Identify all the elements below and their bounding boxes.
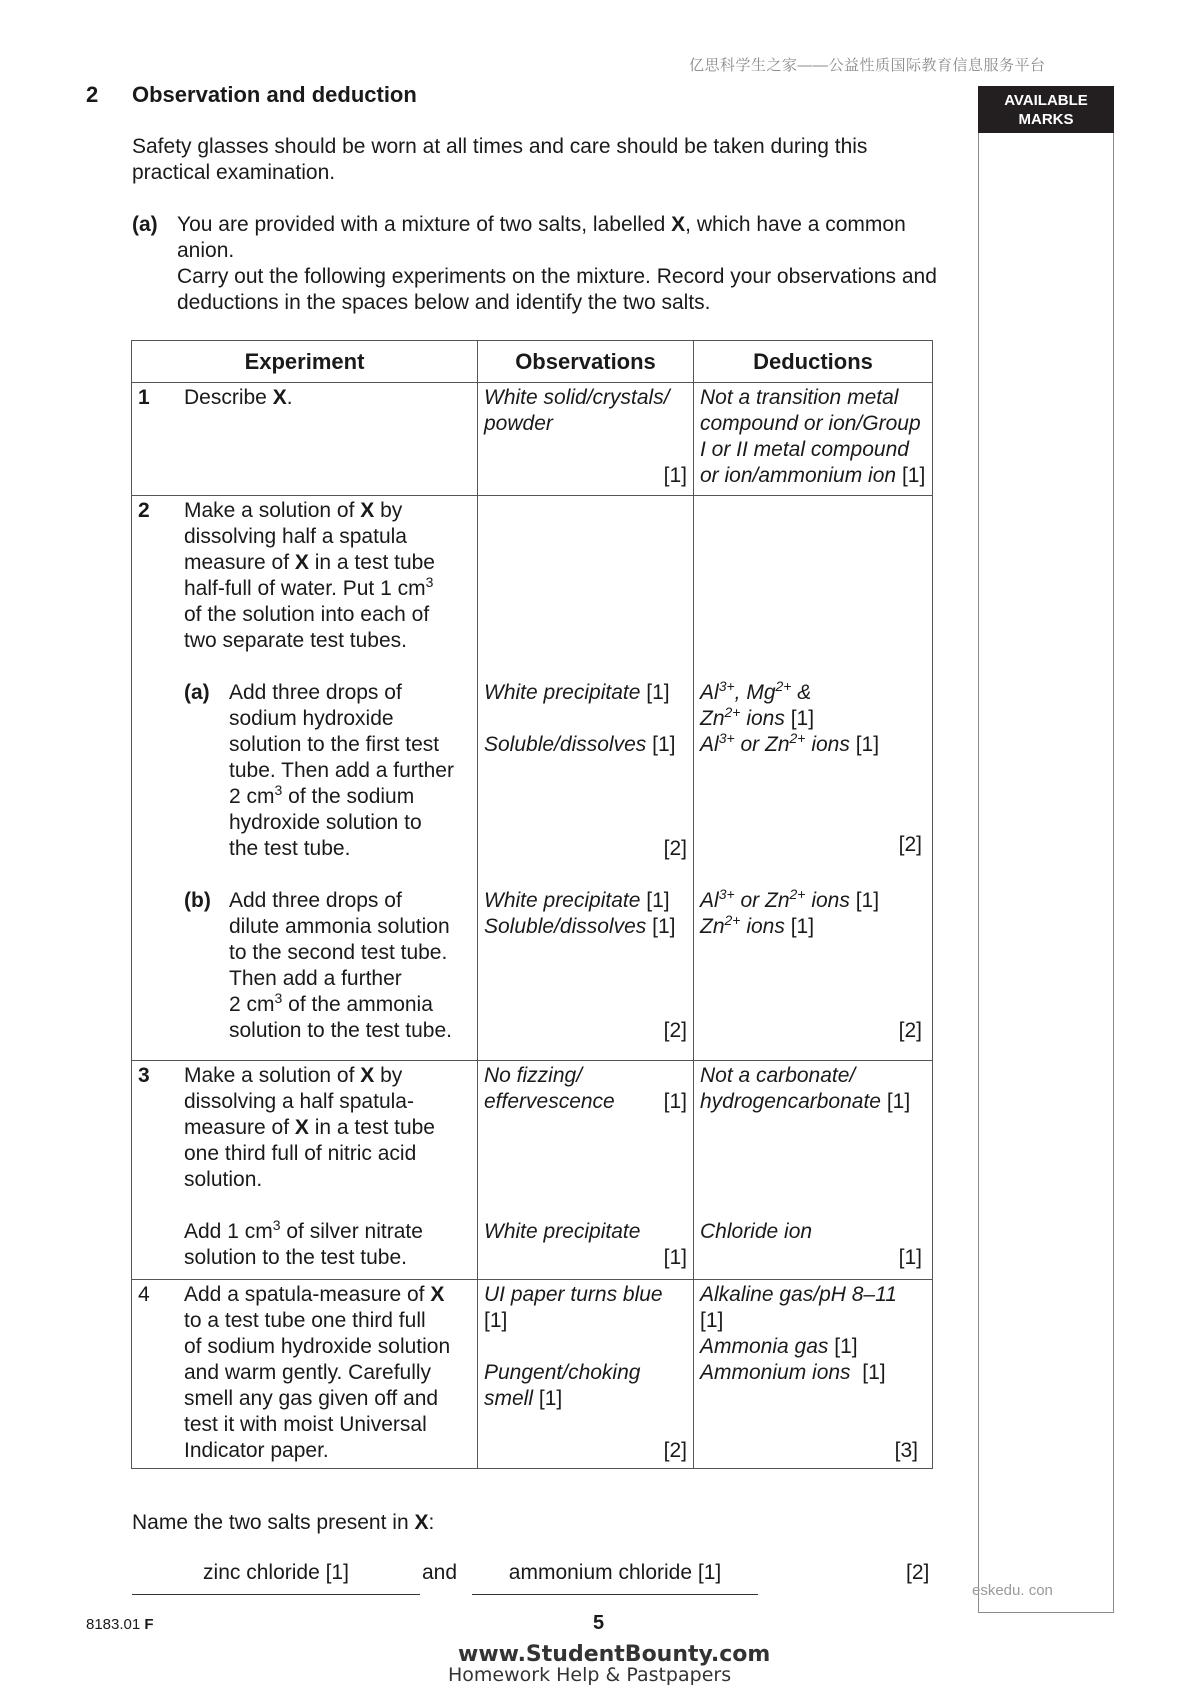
- row2-b-ded: $Al^{3+}$ or $Zn^{2+}$ ions [1] $Zn^{2+}$ ions [1]: [700, 886, 880, 938]
- table-row: [132, 1061, 933, 1280]
- part-a-text-2: , which have a common anion.: [177, 213, 906, 262]
- row2-deduction: [694, 496, 933, 1061]
- row4-experiment: [132, 1280, 478, 1469]
- part-a-text-1: You are provided with a mixture of two salts, labelled: [177, 213, 672, 236]
- row1-number: 1: [138, 386, 150, 409]
- row1-observation: [478, 383, 694, 496]
- header-deductions: Deductions: [694, 341, 933, 383]
- row3-obs2: White precipitate: [484, 1220, 641, 1243]
- table-row: [132, 496, 933, 1061]
- row2-a-label: (a): [184, 681, 210, 704]
- row2-a-obs-mark: [2]: [663, 837, 687, 860]
- part-a-label: (a): [132, 213, 158, 236]
- row3-observation: [478, 1061, 694, 1280]
- table-row: [132, 383, 933, 496]
- part-a-x: X: [671, 213, 686, 236]
- row3-deduction: [694, 1061, 933, 1280]
- row2-b-obs: White precipitate [1] Soluble/dissolves [1]: [484, 889, 676, 938]
- row2-desc: Make a solution of X by dissolving half a spatula measure of X in a test tube half-full of water. Put 1 $cm^3$ of the solution into each of two separate test tubes.: [184, 499, 435, 652]
- name-salts-prompt: Name the two salts present in X:: [132, 1511, 435, 1534]
- studentbounty-tagline: Homework Help & Pastpapers: [448, 1664, 732, 1686]
- table-row: [132, 1280, 933, 1469]
- row2-a-ded: $Al^{3+}$, $Mg^{2+}$ & $Zn^{2+}$ ions [1] $Al^{3+}$ or $Zn^{2+}$ ions [1]: [700, 678, 880, 756]
- row2-b-label: (b): [184, 889, 211, 912]
- row3-ded2-mark: [1]: [898, 1246, 922, 1269]
- answer-salt-1: zinc chloride [1]: [132, 1560, 420, 1595]
- row1-obs-text: White solid/crystals/ powder: [484, 386, 670, 435]
- marks-header-line1: AVAILABLE: [1004, 92, 1088, 109]
- row1-ded-text: Not a transition metal compound or ion/Group I or II metal compound or ion/ammonium ion [1]: [700, 386, 926, 487]
- row3-desc: Make a solution of X by dissolving a half spatula- measure of X in a test tube one third full of nitric acid solution.: [184, 1064, 435, 1191]
- question-number: 2: [86, 82, 99, 107]
- row3-desc2: Add 1 $cm^3$ of silver nitrate solution to the test tube.: [184, 1217, 423, 1269]
- part-a-text: [177, 212, 947, 316]
- row1-obs-mark: [1]: [663, 464, 687, 487]
- paper-code: 8183.01 F: [86, 1616, 154, 1633]
- row2-b-ded-mark: [2]: [898, 1019, 922, 1042]
- row3-obs-mark: [1]: [663, 1090, 687, 1113]
- row1-desc: Describe X.: [184, 386, 293, 409]
- part-a-text-3: Carry out the following experiments on the mixture. Record your observations and deductions in the spaces below and identify the two salts.: [177, 265, 937, 314]
- row2-b-obs-mark: [2]: [663, 1019, 687, 1042]
- watermark-header: 亿思科学生之家——公益性质国际教育信息服务平台: [689, 57, 1046, 74]
- experiment-table: [131, 340, 933, 1469]
- row3-ded: Not a carbonate/ hydrogencarbonate [1]: [700, 1064, 911, 1113]
- row1-deduction: [694, 383, 933, 496]
- answer-mark: [2]: [906, 1561, 930, 1584]
- row3-obs2-mark: [1]: [663, 1246, 687, 1269]
- header-experiment: Experiment: [132, 341, 478, 383]
- available-marks-header: [978, 86, 1114, 133]
- available-marks-column: [978, 133, 1114, 1613]
- row4-obs: UI paper turns blue [1] Pungent/choking smell [1]: [484, 1283, 663, 1410]
- answer-and: and: [422, 1561, 458, 1584]
- row1-experiment: [132, 383, 478, 496]
- row4-ded-mark: [3]: [894, 1439, 918, 1462]
- row4-ded: Alkaline gas/pH 8–11 [1] Ammonia gas [1] Ammonium ions [1]: [700, 1283, 897, 1384]
- safety-intro: Safety glasses should be worn at all times and care should be taken during this practical examination.: [132, 135, 868, 184]
- row2-number: 2: [138, 499, 150, 522]
- row4-deduction: [694, 1280, 933, 1469]
- marks-header-line2: MARKS: [1018, 111, 1074, 128]
- row4-number: 4: [138, 1283, 150, 1306]
- question-title: Observation and deduction: [132, 82, 417, 107]
- row3-experiment: [132, 1061, 478, 1280]
- row3-ded2: Chloride ion: [700, 1220, 813, 1243]
- answer-salt-2: ammonium chloride [1]: [472, 1560, 758, 1595]
- row3-obs: No fizzing/ effervescence: [484, 1064, 615, 1113]
- header-observations: Observations: [478, 341, 694, 383]
- row2-b-text: Add three drops of dilute ammonia solution to the second test tube. Then add a further 2 $cm^3$ of the ammonia solution to the test tube.: [229, 889, 452, 1042]
- row2-a-obs: White precipitate [1] Soluble/dissolves [1]: [484, 681, 676, 756]
- studentbounty-url: www.StudentBounty.com: [458, 1642, 771, 1667]
- row3-number: 3: [138, 1064, 150, 1087]
- row2-experiment: [132, 496, 478, 1061]
- row2-a-text: Add three drops of sodium hydroxide solution to the first test tube. Then add a further 2 $cm^3$ of the sodium hydroxide solution to the test tube.: [229, 681, 454, 860]
- page-number: 5: [593, 1612, 605, 1634]
- watermark-side: eskedu. con: [972, 1582, 1053, 1599]
- row4-obs-mark: [2]: [663, 1439, 687, 1462]
- row4-observation: [478, 1280, 694, 1469]
- row2-observation: [478, 496, 694, 1061]
- row4-desc: Add a spatula-measure of X to a test tube one third full of sodium hydroxide solution and warm gently. Carefully smell any gas given off and test it with moist Universal Indicator paper.: [184, 1283, 451, 1462]
- row2-a-ded-mark: [2]: [898, 833, 922, 856]
- table-header-row: [132, 341, 933, 383]
